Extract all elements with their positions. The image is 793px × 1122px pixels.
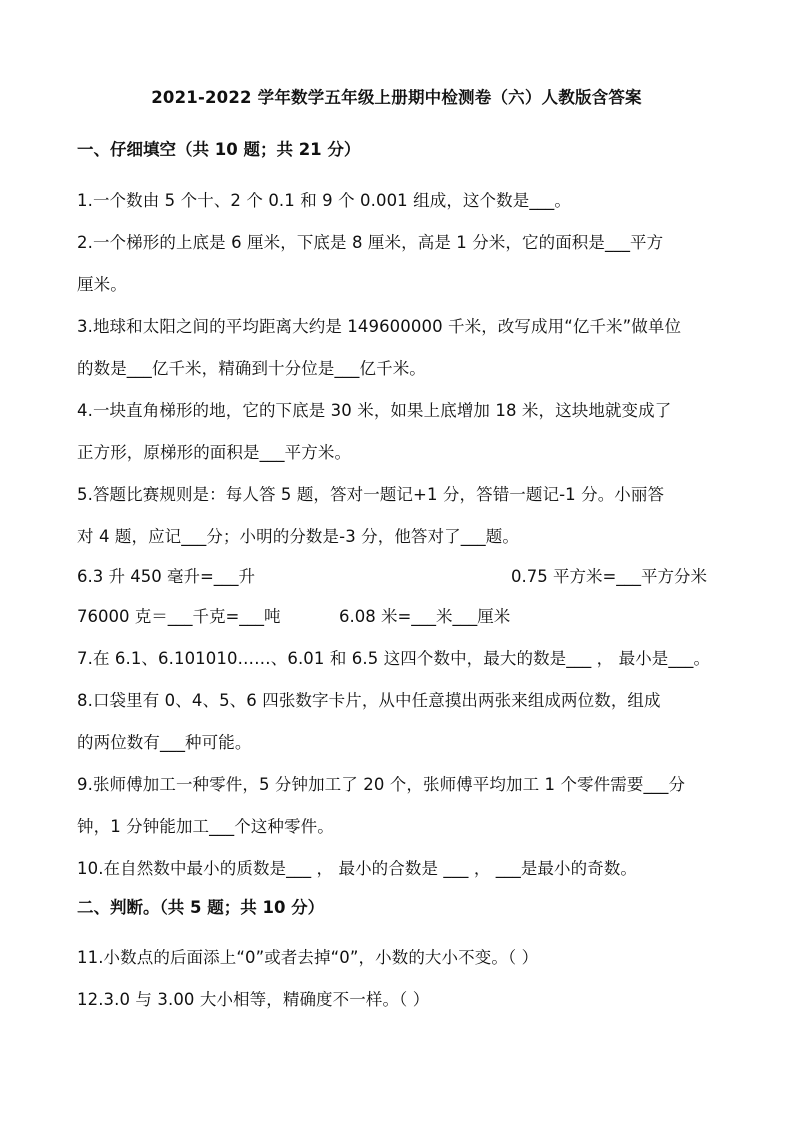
question-7: 7.在 6.1、6.101010……、6.01 和 6.5 这四个数中，最大的数是___ ， 最小是___。	[77, 649, 711, 668]
question-8-line-2: 的两位数有___种可能。	[77, 733, 252, 752]
question-12: 12.3.0 与 3.00 大小相等，精确度不一样。（ ）	[77, 990, 430, 1009]
question-4-line-1: 4.一块直角梯形的地，它的下底是 30 米，如果上底增加 18 米，这块地就变成了	[77, 401, 672, 420]
question-2-line-1: 2.一个梯形的上底是 6 厘米，下底是 8 厘米，高是 1 分米，它的面积是___平方	[77, 233, 664, 252]
question-3-line-2: 的数是___亿千米，精确到十分位是___亿千米。	[77, 359, 426, 378]
question-9-line-1: 9.张师傅加工一种零件，5 分钟加工了 20 个，张师傅平均加工 1 个零件需要___分	[77, 775, 686, 794]
question-6-part-d: 6.08 米=___米___厘米	[339, 607, 511, 626]
page-title: 2021-2022 学年数学五年级上册期中检测卷（六）人教版含答案	[151, 88, 642, 107]
section-2-heading: 二、判断。（共 5 题；共 10 分）	[77, 898, 325, 917]
question-9-line-2: 钟，1 分钟能加工___个这种零件。	[77, 817, 334, 836]
question-1: 1.一个数由 5 个十、2 个 0.1 和 9 个 0.001 组成，这个数是___。	[77, 191, 571, 210]
question-6-part-a: 6.3 升 450 毫升=___升	[77, 567, 256, 586]
question-5-line-1: 5.答题比赛规则是：每人答 5 题，答对一题记+1 分，答错一题记-1 分。小丽答	[77, 485, 665, 504]
question-6-part-b: 0.75 平方米=___平方分米	[511, 567, 708, 586]
question-4-line-2: 正方形，原梯形的面积是___平方米。	[77, 443, 352, 462]
question-2-line-2: 厘米。	[77, 275, 127, 294]
question-3-line-1: 3.地球和太阳之间的平均距离大约是 149600000 千米，改写成用“亿千米”做单位	[77, 317, 682, 336]
question-5-line-2: 对 4 题，应记___分；小明的分数是-3 分，他答对了___题。	[77, 527, 519, 546]
section-1-heading: 一、仔细填空（共 10 题；共 21 分）	[77, 140, 361, 159]
question-8-line-1: 8.口袋里有 0、4、5、6 四张数字卡片，从中任意摸出两张来组成两位数，组成	[77, 691, 661, 710]
question-6-part-c: 76000 克＝___千克=___吨	[77, 607, 281, 626]
question-11: 11.小数点的后面添上“0”或者去掉“0”，小数的大小不变。（ ）	[77, 948, 539, 967]
question-10: 10.在自然数中最小的质数是___ ， 最小的合数是 ___ ， ___是最小的奇数。	[77, 859, 638, 878]
